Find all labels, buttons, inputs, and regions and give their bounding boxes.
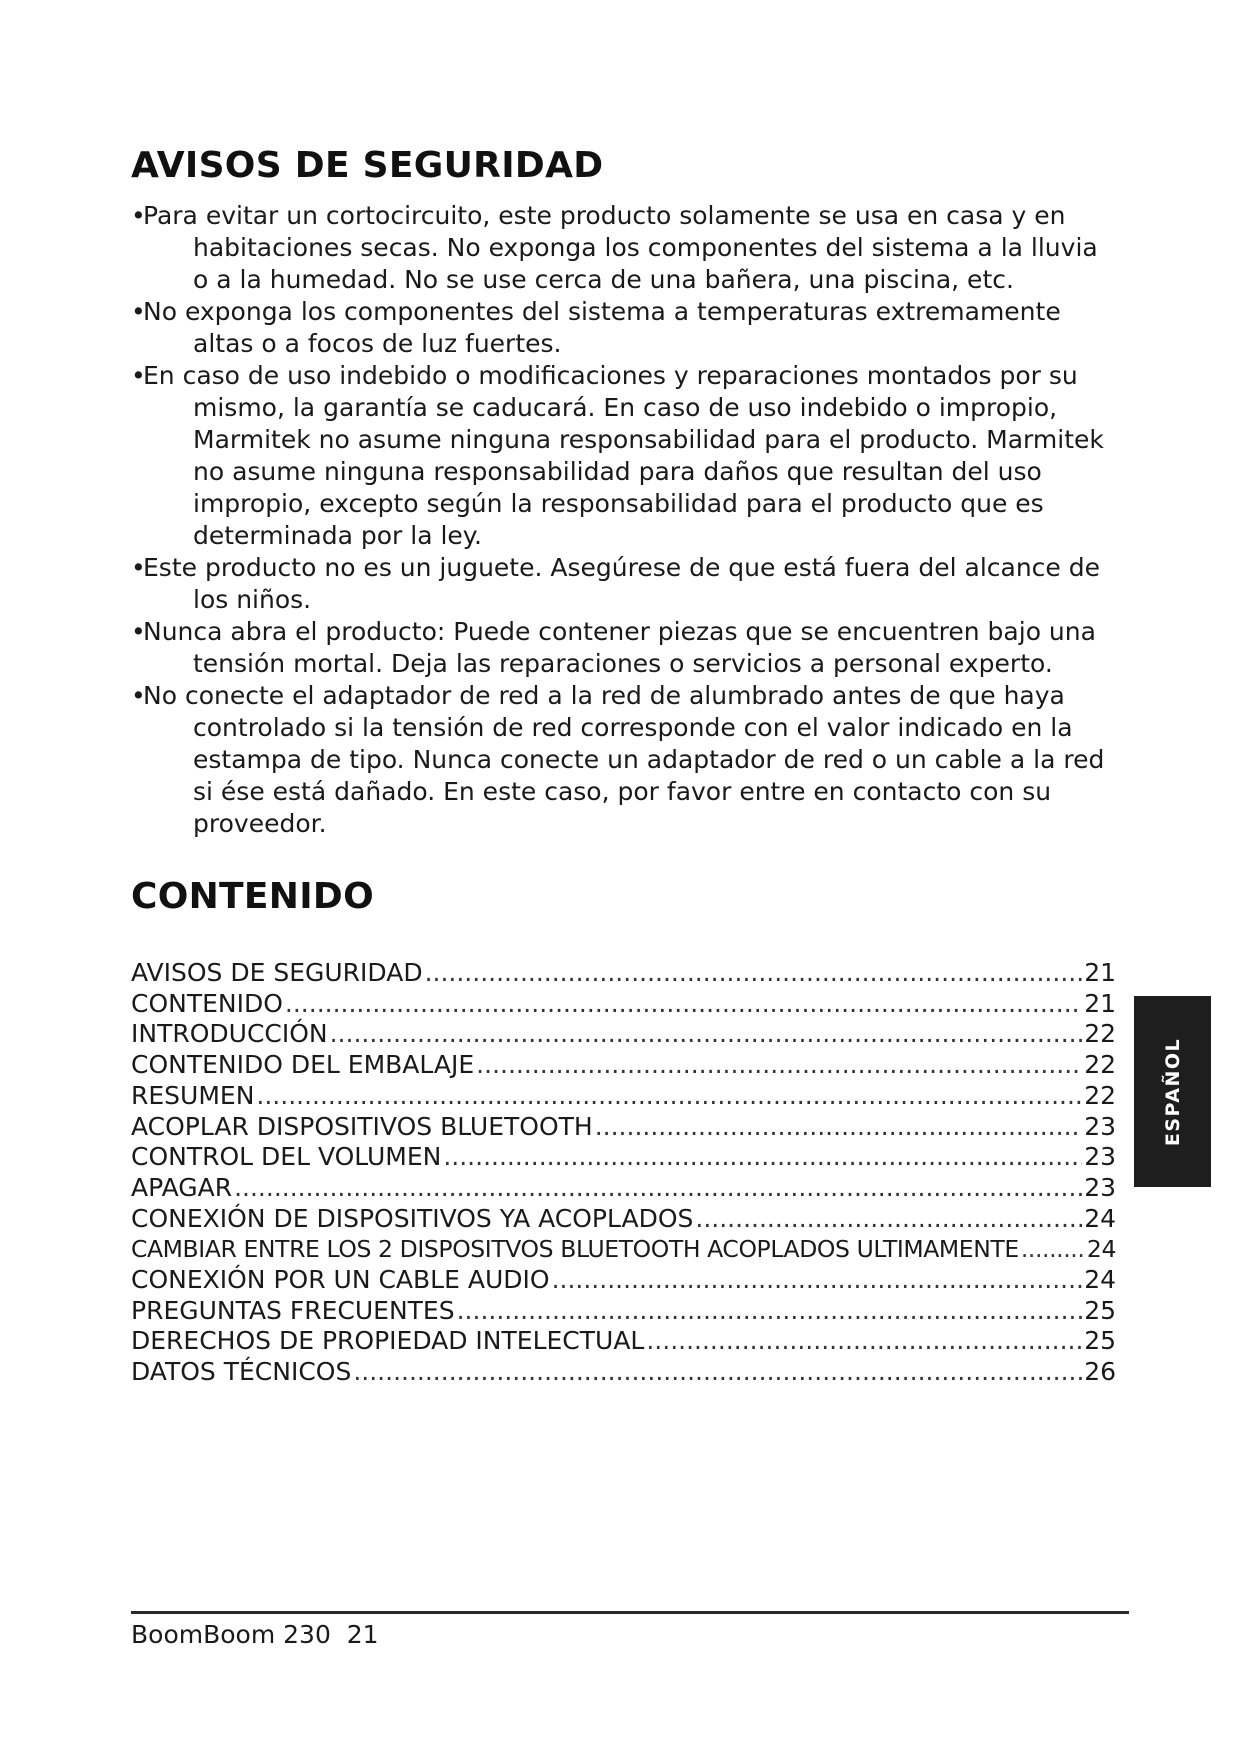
- toc-entry-title: APAGAR: [131, 1172, 233, 1202]
- toc-entry-page: 22: [1084, 1050, 1116, 1080]
- safety-item: [131, 296, 1111, 360]
- footer-rule: [131, 1611, 1129, 1614]
- bullet-icon: •: [131, 201, 146, 230]
- toc-entry: [131, 989, 1116, 1020]
- safety-item-text: No exponga los componentes del sistema a temperaturas extremamente altas o a focos de luz fuertes.: [143, 297, 1061, 358]
- toc-leader: [457, 1296, 1083, 1327]
- safety-item-text: Este producto no es un juguete. Asegúrese de que está fuera del alcance de los niños.: [143, 553, 1100, 614]
- safety-item: [131, 680, 1111, 840]
- toc-leader: [425, 958, 1083, 989]
- toc-entry: [131, 958, 1116, 989]
- safety-item-text: Nunca abra el producto: Puede contener piezas que se encuentren bajo una tensión mortal. Deja las reparaciones o servicios a personal experto.: [143, 617, 1096, 678]
- toc-entry-page: 23: [1084, 1172, 1116, 1202]
- toc-entry-title: RESUMEN: [131, 1080, 255, 1110]
- toc-entry-page: 21: [1084, 958, 1116, 987]
- toc-entry-title: DATOS TÉCNICOS: [131, 1357, 352, 1387]
- toc-entry: [131, 1234, 1116, 1265]
- toc-entry-title: DERECHOS DE PROPIEDAD INTELECTUAL: [131, 1326, 645, 1356]
- toc-entry: [131, 1326, 1116, 1357]
- bullet-icon: •: [131, 361, 146, 390]
- toc-entry: [131, 1142, 1116, 1173]
- safety-item-text: Para evitar un cortocircuito, este producto solamente se usa en casa y en habitaciones secas. No exponga los componentes del sistema a la lluvia o a la humedad. No se use cerca de una bañera, una piscina, etc.: [143, 201, 1098, 294]
- toc-entry-page: 24: [1084, 1265, 1116, 1295]
- safety-item: [131, 552, 1111, 616]
- toc-leader: [443, 1142, 1082, 1173]
- toc-entry: [131, 1296, 1116, 1327]
- toc-entry-title: CONEXIÓN POR UN CABLE AUDIO: [131, 1265, 550, 1295]
- footer-page-number: 21: [346, 1620, 379, 1649]
- safety-item: [131, 360, 1111, 552]
- language-tab: [1134, 996, 1211, 1187]
- toc-leader: [256, 1081, 1082, 1112]
- safety-item-text: No conecte el adaptador de red a la red de alumbrado antes de que haya controlado si la tensión de red corresponde con el valor indicado en la estampa de tipo. Nunca conecte un adaptador de red o un cable a la red si ése está dañado. En este caso, por favor entre en contacto con su proveedor.: [143, 681, 1105, 838]
- toc-entry: [131, 1112, 1116, 1143]
- contents-heading: CONTENIDO: [131, 876, 375, 917]
- toc-entry-title: CONEXIÓN DE DISPOSITIVOS YA ACOPLADOS: [131, 1203, 694, 1233]
- table-of-contents: [131, 958, 1116, 1388]
- toc-leader: [234, 1173, 1082, 1204]
- toc-leader: [695, 1204, 1082, 1235]
- bullet-icon: •: [131, 617, 146, 646]
- toc-entry-title: CONTENIDO DEL EMBALAJE: [131, 1050, 475, 1080]
- toc-leader: [476, 1050, 1082, 1081]
- toc-entry-title: CONTENIDO: [131, 988, 283, 1018]
- toc-entry-page: 25: [1084, 1326, 1116, 1356]
- bullet-icon: •: [131, 553, 146, 582]
- safety-item: [131, 200, 1111, 296]
- toc-entry-page: 22: [1084, 1080, 1116, 1110]
- toc-entry-page: 26: [1084, 1357, 1116, 1387]
- toc-entry-title: AVISOS DE SEGURIDAD: [131, 958, 423, 987]
- toc-entry-title: PREGUNTAS FRECUENTES: [131, 1295, 455, 1325]
- safety-item: [131, 616, 1111, 680]
- toc-leader: [330, 1019, 1083, 1050]
- toc-entry: [131, 1019, 1116, 1050]
- toc-entry-page: 21: [1084, 988, 1116, 1018]
- toc-entry-page: 24: [1084, 1203, 1116, 1233]
- toc-entry: [131, 1050, 1116, 1081]
- safety-item-text: En caso de uso indebido o modificaciones y reparaciones montados por su mismo, la garantía se caducará. En caso de uso indebido o impropio, Marmitek no asume ninguna responsabilidad para el producto. Marmitek no asume ninguna responsabilidad para daños que resultan del uso impropio, excepto según la responsabilidad para el producto que es determinada por la ley.: [143, 361, 1104, 550]
- toc-entry-page: 25: [1084, 1295, 1116, 1325]
- toc-leader: [646, 1326, 1082, 1357]
- toc-entry-page: 23: [1084, 1142, 1116, 1172]
- toc-entry-page: 23: [1084, 1111, 1116, 1141]
- toc-leader: [1021, 1234, 1085, 1265]
- safety-list: [131, 200, 1111, 840]
- toc-entry: [131, 1357, 1116, 1388]
- footer: [131, 1620, 379, 1649]
- toc-entry: [131, 1081, 1116, 1112]
- toc-entry-title: CONTROL DEL VOLUMEN: [131, 1142, 442, 1172]
- toc-entry: [131, 1173, 1116, 1204]
- toc-entry-page: 22: [1084, 1019, 1116, 1049]
- toc-leader: [353, 1357, 1082, 1388]
- toc-leader: [552, 1265, 1083, 1296]
- toc-entry-title: ACOPLAR DISPOSITIVOS BLUETOOTH: [131, 1111, 593, 1141]
- language-tab-label: ESPAÑOL: [1161, 1037, 1184, 1146]
- bullet-icon: •: [131, 297, 146, 326]
- toc-leader: [285, 989, 1082, 1020]
- toc-leader: [595, 1112, 1082, 1143]
- bullet-icon: •: [131, 681, 146, 710]
- toc-entry-title: CAMBIAR ENTRE LOS 2 DISPOSITVOS BLUETOOTH ACOPLADOS ULTIMAMENTE: [131, 1235, 1019, 1264]
- toc-entry-title: INTRODUCCIÓN: [131, 1019, 328, 1049]
- toc-entry: [131, 1204, 1116, 1235]
- toc-entry: [131, 1265, 1116, 1296]
- safety-heading: AVISOS DE SEGURIDAD: [131, 145, 604, 186]
- footer-product: BoomBoom 230: [131, 1620, 331, 1649]
- toc-entry-page: 24: [1086, 1235, 1116, 1264]
